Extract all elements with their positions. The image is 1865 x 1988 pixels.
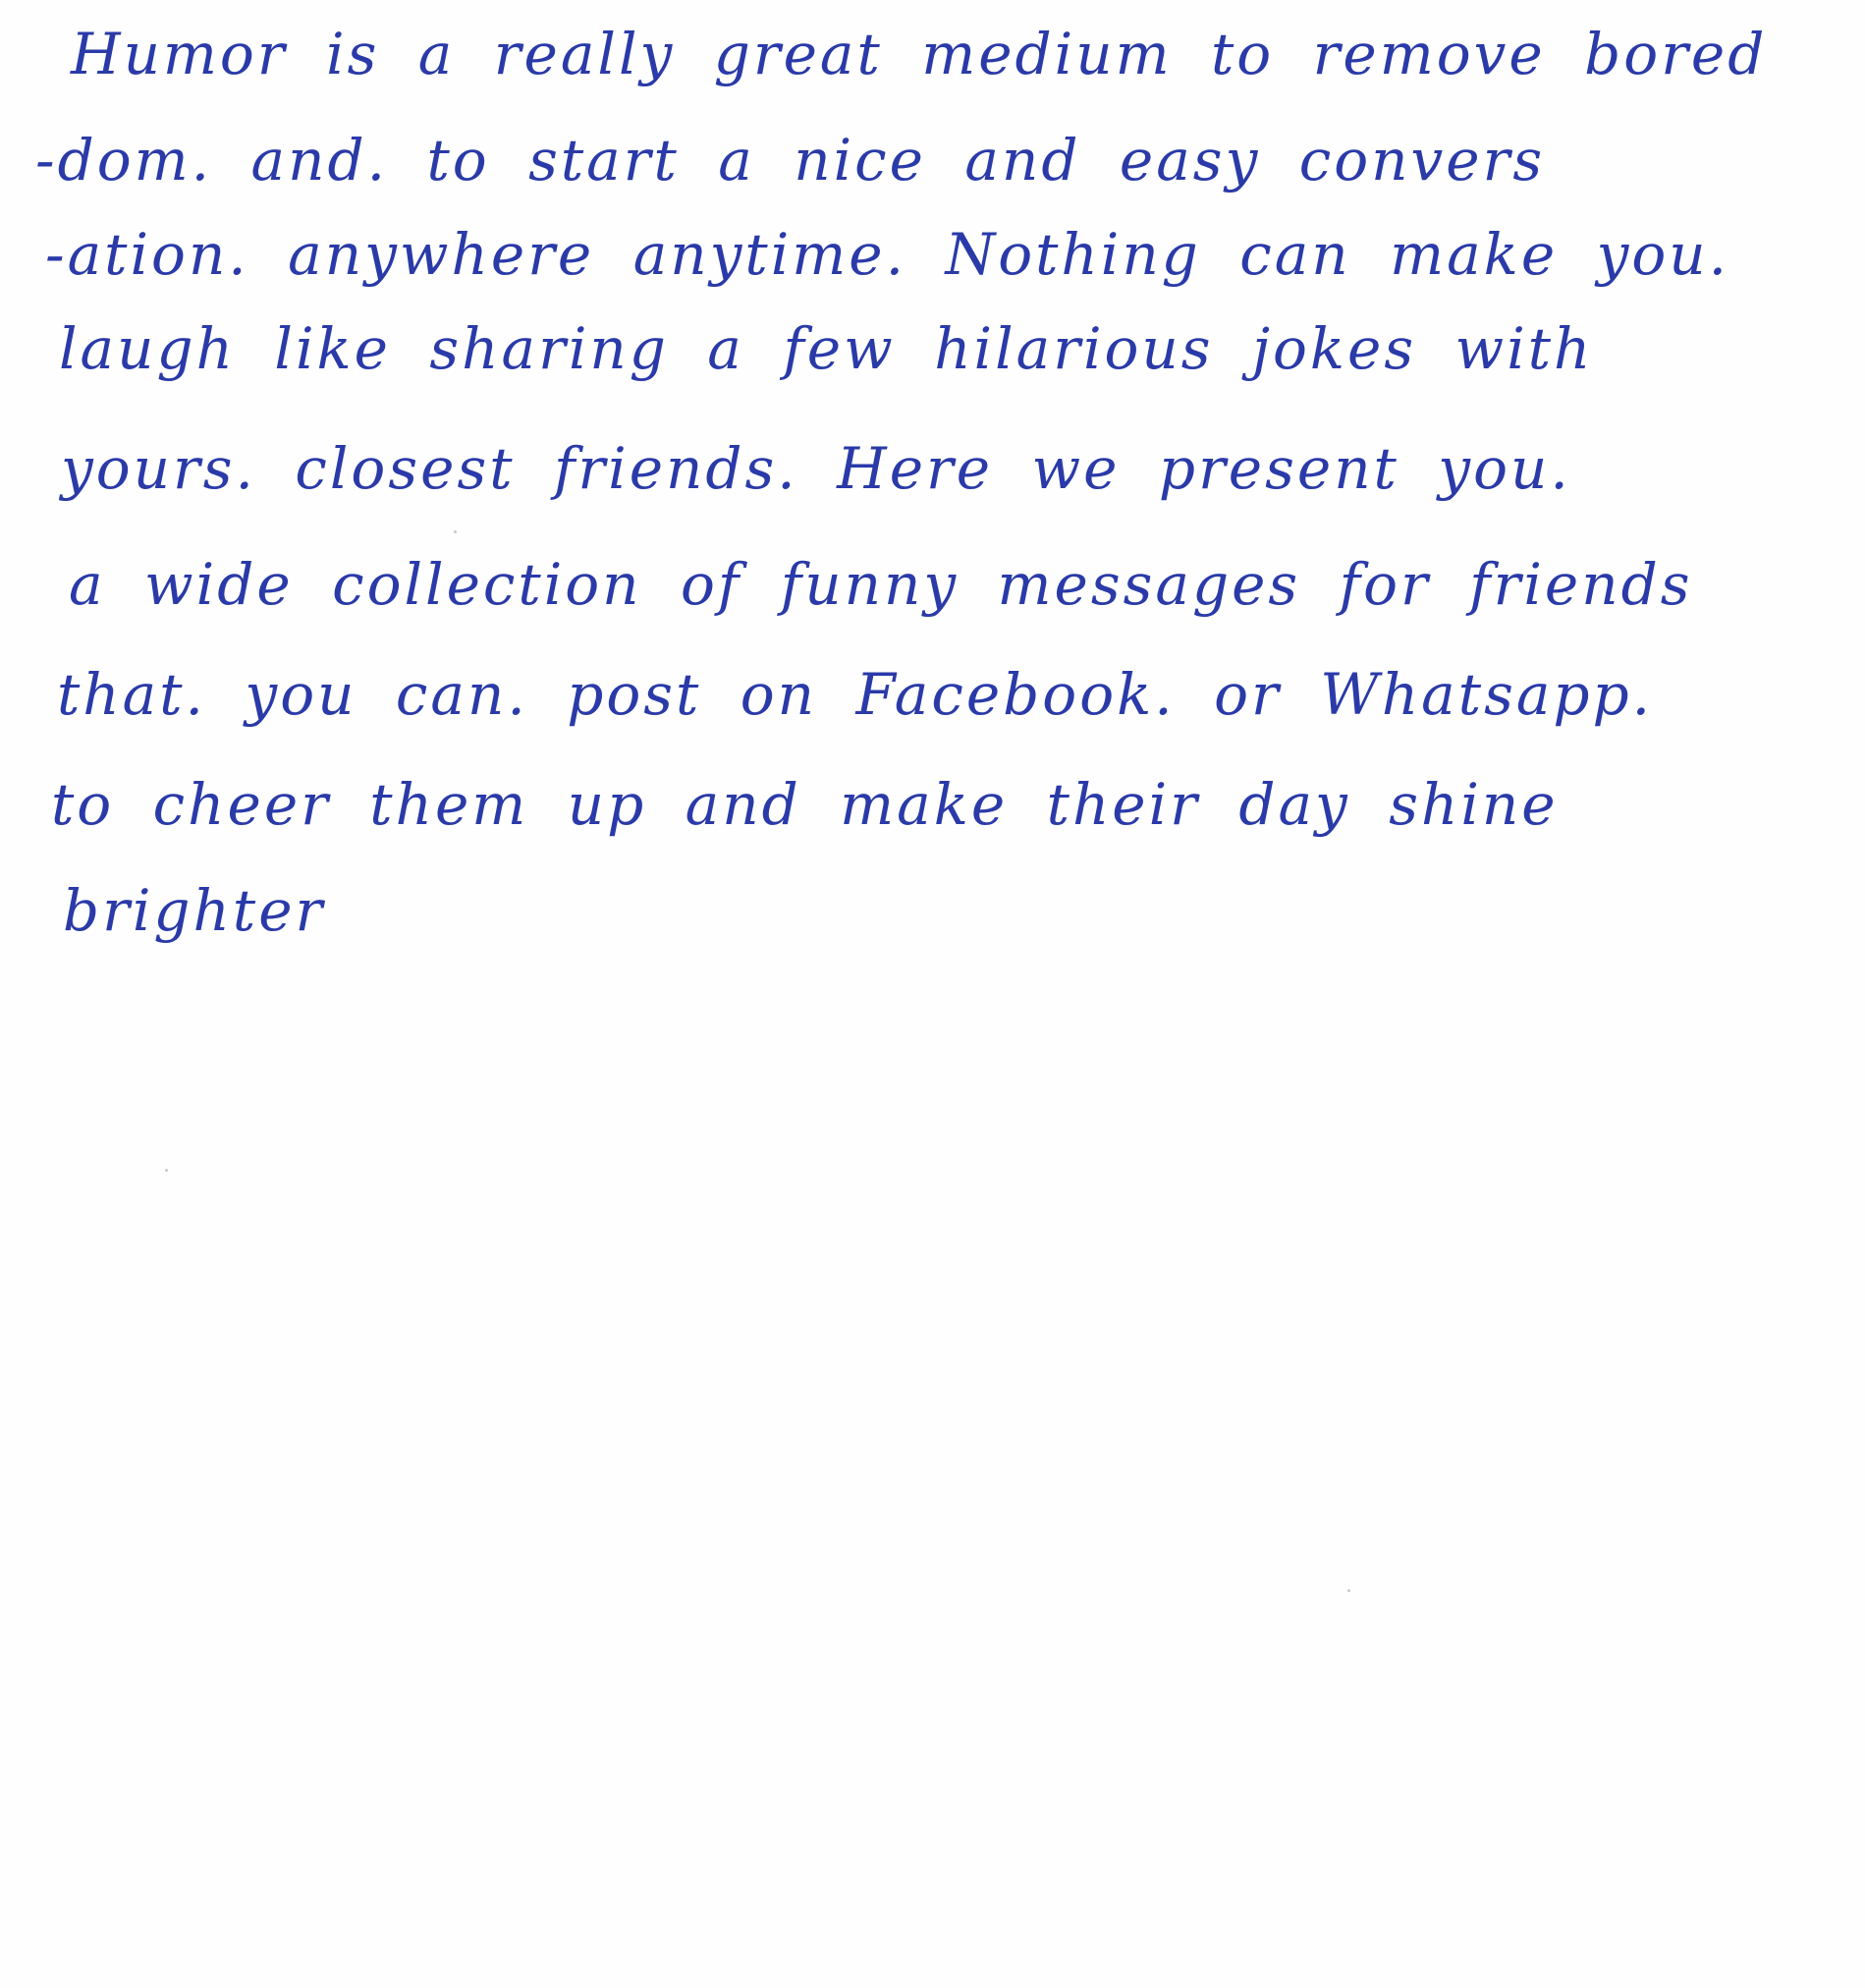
handwritten-line-1: Humor is a really great medium to remove bored (71, 21, 1768, 87)
handwritten-line-5: yours. closest friends. Here we present you. (61, 435, 1571, 502)
handwritten-line-7: that. you can. post on Facebook. or Whatsapp. (57, 661, 1654, 728)
handwritten-line-9: brighter (63, 877, 326, 944)
handwritten-line-6: a wide collection of funny messages for friends (69, 551, 1693, 618)
handwritten-line-3: -ation. anywhere anytime. Nothing can make you. (45, 221, 1730, 288)
handwritten-line-2: -dom. and. to start a nice and easy convers (35, 127, 1546, 193)
handwritten-line-8: to cheer them up and make their day shine (51, 771, 1559, 838)
paper-speck (454, 530, 457, 533)
paper-speck (165, 1169, 168, 1172)
paper-speck (1347, 1589, 1350, 1592)
handwritten-line-4: laugh like sharing a few hilarious jokes with (59, 315, 1594, 382)
